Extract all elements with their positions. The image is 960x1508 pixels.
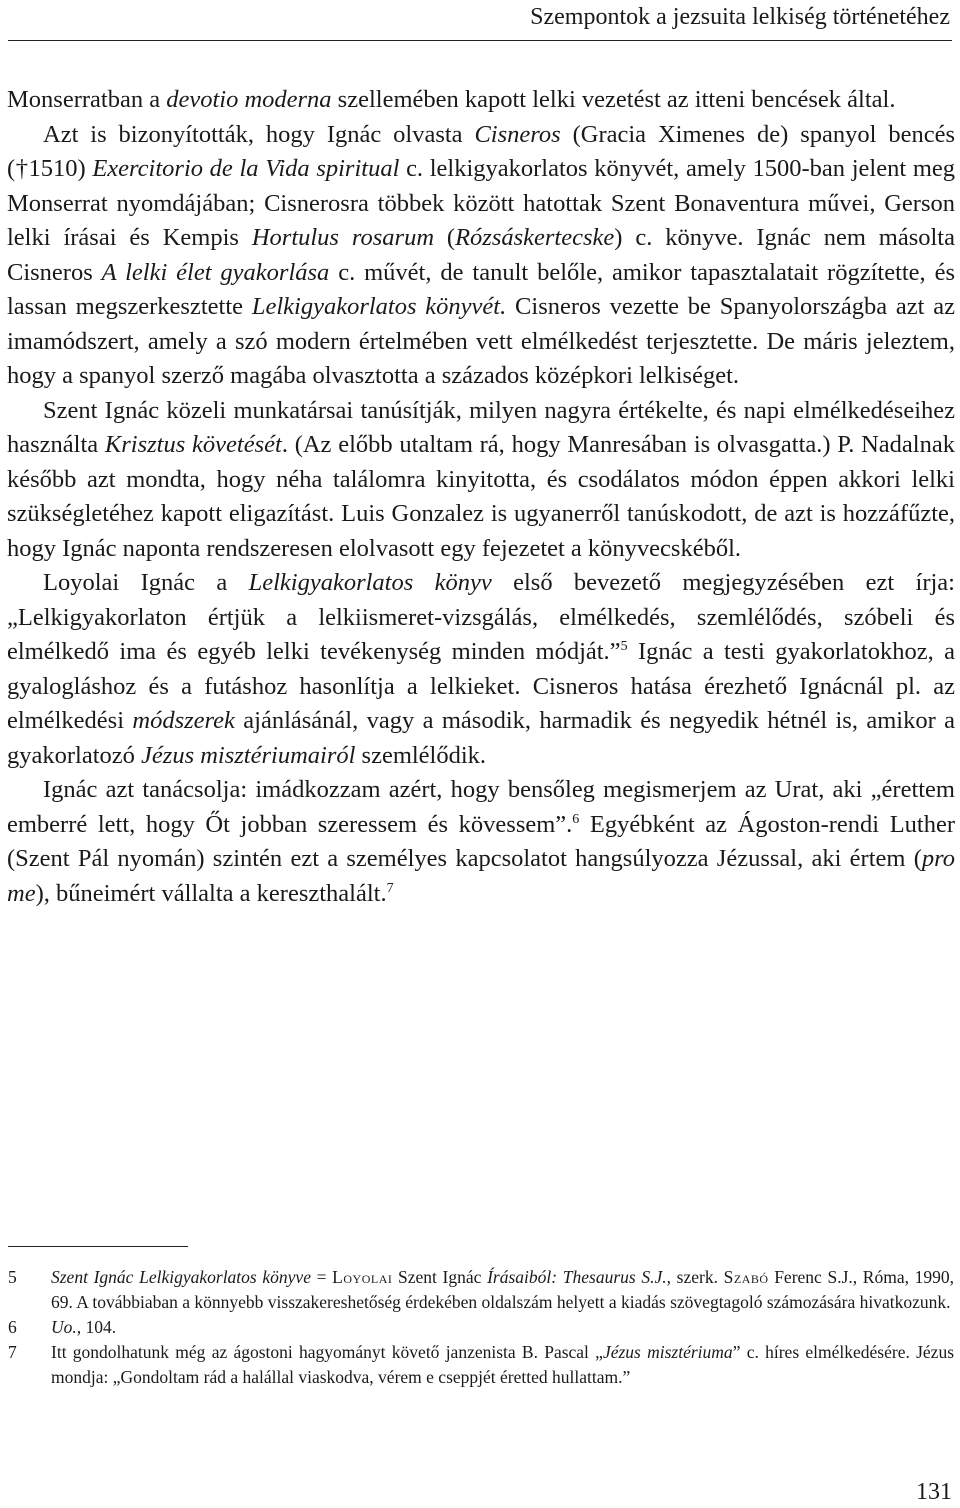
text-run: c. lelkigyakorlatos könyvét, amely 1500-ban jelent meg Monserrat nyomdájában; Cisnerosra többek között hatottak Szent Bonaventura művei, Gerson lelki írásai és Kempis — [7, 155, 955, 251]
italic-text: Jézus misztériuma — [602, 1342, 733, 1362]
footnotes — [8, 1265, 954, 1390]
footnote-text — [51, 1340, 954, 1390]
italic-text: Írásaiból: Thesaurus S.J. — [487, 1267, 667, 1287]
footnote-number: 7 — [8, 1342, 17, 1362]
text-run: Szent Ignác közeli munkatársai tanúsítják, milyen nagyra értékelte, és napi elmélkedéseihez használta — [7, 396, 955, 458]
italic-text: Cisneros — [474, 120, 561, 148]
text-run: Egyébként az Ágoston-rendi Luther (Szent Pál nyomán) szintén ezt a személyes kapcsolatot hangsúlyozza Jézussal, aki értem ( — [7, 810, 955, 872]
paragraph — [7, 118, 955, 394]
text-run: (Gracia Ximenes de) spanyol bencés (†1510) — [7, 120, 955, 182]
text-run: ) c. könyve. Ignác nem másolta Cisneros — [7, 224, 955, 286]
footnote-ref: 5 — [620, 638, 628, 654]
text-run: Ignác azt tanácsolja: imádkozzam azért, hogy bensőleg megismerjem az Urat, aki „érettem emberré lett, hogy Őt jobban szeressem és kövessem”. — [7, 776, 955, 838]
text-run: ” c. híres elmélkedésére. Jézus mondja: „Gondoltam rád a halállal viaskodva, vérem e cseppjét éretted hullattam.” — [51, 1342, 954, 1387]
italic-text: Lelkigyakorlatos könyvét. — [251, 293, 507, 320]
footnote-ref: 6 — [572, 811, 580, 827]
italic-text: Lelkigyakorlatos könyv — [248, 569, 492, 596]
footnote-separator — [8, 1246, 188, 1247]
paragraph — [7, 773, 955, 911]
running-header — [8, 0, 952, 41]
italic-text: Jézus misztériumairól — [141, 741, 356, 769]
footnote-number: 5 — [8, 1267, 17, 1287]
italic-text: pro me — [7, 845, 955, 907]
text-run: ( — [434, 224, 456, 251]
text-run: , 104. — [76, 1317, 117, 1337]
text-run: . (Az előbb utaltam rá, hogy Manresában is olvasgatta.) P. Nadalnak később azt mondta, hogy néha találomra kinyitotta, és csodálatos módon éppen akkori lelki szükségletéhez kapott eligazítást. Luis Gonzalez is ugyanerről tanúskodott, de azt is hozzáfűzte, hogy Ignác naponta rendszeresen elolvasott egy fejezetet a könyvecskéből. — [7, 431, 955, 562]
text-run: = — [310, 1267, 333, 1287]
text-run: Itt gondolhatunk még az ágostoni hagyományt követő janzenista B. Pascal „ — [51, 1342, 603, 1362]
footnote-ref: 7 — [386, 880, 394, 896]
footnote — [8, 1265, 954, 1315]
text-run: Cisneros vezette be Spanyolországba azt az imamódszert, amely a szó modern értelmében vett elmélkedést terjesztette. De máris jeleztem, hogy a spanyol szerző magába olvasztotta a százados középkori lelkiséget. — [7, 293, 955, 389]
paragraph — [7, 83, 955, 118]
italic-text: Krisztus követését — [104, 431, 282, 458]
author-name: Szabó — [723, 1267, 769, 1287]
italic-text: módszerek — [132, 707, 235, 734]
italic-text: Uo. — [51, 1317, 77, 1337]
italic-text: A lelki élet gyakorlása — [101, 258, 330, 286]
paragraph — [7, 394, 955, 567]
text-run: szellemében kapott lelki vezetést az itteni bencések által. — [331, 86, 896, 113]
text-run: Azt is bizonyították, hogy Ignác olvasta — [43, 120, 475, 148]
text-run: , szerk. — [666, 1267, 724, 1287]
italic-text: Rózsáskertecske — [455, 224, 615, 251]
author-name: Loyolai — [332, 1267, 393, 1287]
text-run: c. művét, de tanult belőle, amikor tapasztalatait rögzítette, és lassan megszerkesztette — [7, 258, 955, 320]
italic-text: Hortulus rosarum — [251, 224, 435, 251]
paragraph — [7, 566, 955, 773]
footnote-number: 6 — [8, 1317, 17, 1337]
running-header-title: Szempontok a jezsuita lelkiség történetéhez — [530, 4, 950, 30]
text-run: első bevezető megjegyzésében ezt írja: „Lelkigyakorlaton értjük a lelkiismeret-vizsgálás, elmélkedés, szemlélődés, szóbeli és elmélkedő ima és egyéb lelki tevékenység minden módját.” — [7, 569, 955, 665]
text-run: ), bűneimért vállalta a kereszthalált. — [35, 879, 387, 907]
text-run: Ferenc S.J., Róma, 1990, 69. A továbbiaban a könnyebb visszakereshetőség érdekében oldalszám helyett a kiadás szövegtagoló számozására hivatkozunk. — [51, 1267, 955, 1312]
footnote-text — [51, 1315, 954, 1340]
italic-text: Szent Ignác Lelkigyakorlatos könyve — [51, 1267, 311, 1287]
text-run: szemlélődik. — [355, 741, 487, 769]
text-run: Ignác a testi gyakorlatokhoz, a gyalogláshoz és a futáshoz hasonlítja a lelkieket. Cisneros hatása érezhető Ignácnál pl. az elmélkedési — [7, 638, 955, 734]
text-run: ajánlásánál, vagy a második, harmadik és negyedik hétnél is, amikor a gyakorlatozó — [7, 707, 955, 769]
text-run: Loyolai Ignác a — [43, 569, 249, 596]
text-run: Monserratban a — [7, 86, 167, 113]
text-run: Szent Ignác — [392, 1267, 488, 1287]
footnote — [8, 1315, 954, 1340]
body-text — [7, 83, 955, 911]
footnote-text — [51, 1265, 954, 1315]
italic-text: devotio moderna — [166, 86, 332, 113]
footnote — [8, 1340, 954, 1390]
page-number: 131 — [916, 1479, 952, 1505]
italic-text: Exercitorio de la Vida spiritual — [92, 155, 400, 182]
